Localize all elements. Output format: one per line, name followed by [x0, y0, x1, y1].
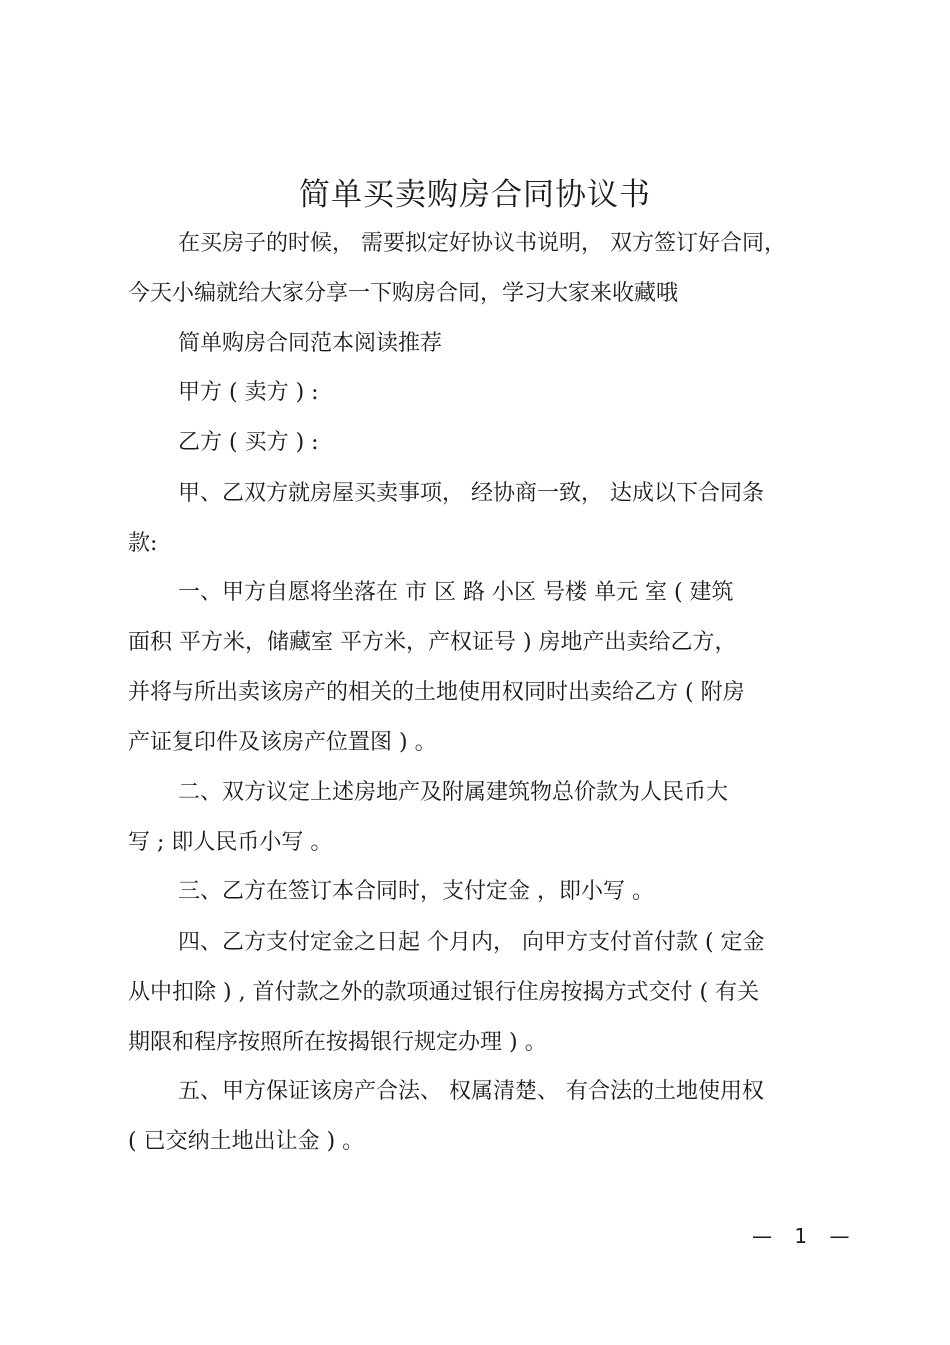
paragraph-line: 款: [128, 531, 158, 556]
clause-line: 五、甲方保证该房产合法、 权属清楚、 有合法的土地使用权 [178, 1079, 764, 1104]
party-a-line: 甲方 ( 卖方 ) : [178, 380, 319, 405]
clause-line: 三、乙方在签订本合同时，支付定金 ，即小写 。 [178, 879, 654, 904]
clause-line: ( 已交纳土地出让金 ) 。 [128, 1129, 365, 1154]
document-title: 简单买卖购房合同协议书 [299, 177, 651, 213]
paragraph-line: 今天小编就给大家分享一下购房合同，学习大家来收藏哦 [128, 281, 679, 306]
clause-line: 期限和程序按照所在按揭银行规定办理 ) 。 [128, 1030, 547, 1055]
party-b-line: 乙方 ( 买方 ) : [178, 430, 319, 455]
clause-line: 从中扣除 ) , 首付款之外的款项通过银行住房按揭方式交付 ( 有关 [128, 980, 760, 1005]
clause-line: 面积 平方米，储藏室 平方米，产权证号 ) 房地产出卖给乙方， [128, 630, 737, 655]
clause-line: 并将与所出卖该房产的相关的土地使用权同时出卖给乙方 ( 附房 [128, 680, 745, 705]
clause-line: 写 ; 即人民币小写 。 [128, 830, 333, 855]
clause-line: 四、乙方支付定金之日起 个月内， 向甲方支付首付款 ( 定金 [178, 930, 765, 955]
clause-line: 二、双方议定上述房地产及附属建筑物总价款为人民币大 [178, 780, 729, 805]
page-number: — 1 — [752, 1224, 858, 1248]
paragraph-line: 在买房子的时候， 需要拟定好协议书说明， 双方签订好合同， [178, 231, 786, 256]
clause-line: 产证复印件及该房产位置图 ) 。 [128, 730, 437, 755]
paragraph-line: 甲、乙双方就房屋买卖事项， 经协商一致， 达成以下合同条 [178, 481, 764, 506]
clause-line: 一、甲方自愿将坐落在 市 区 路 小区 号楼 单元 室 ( 建筑 [178, 580, 734, 605]
paragraph-line: 简单购房合同范本阅读推荐 [178, 331, 443, 356]
